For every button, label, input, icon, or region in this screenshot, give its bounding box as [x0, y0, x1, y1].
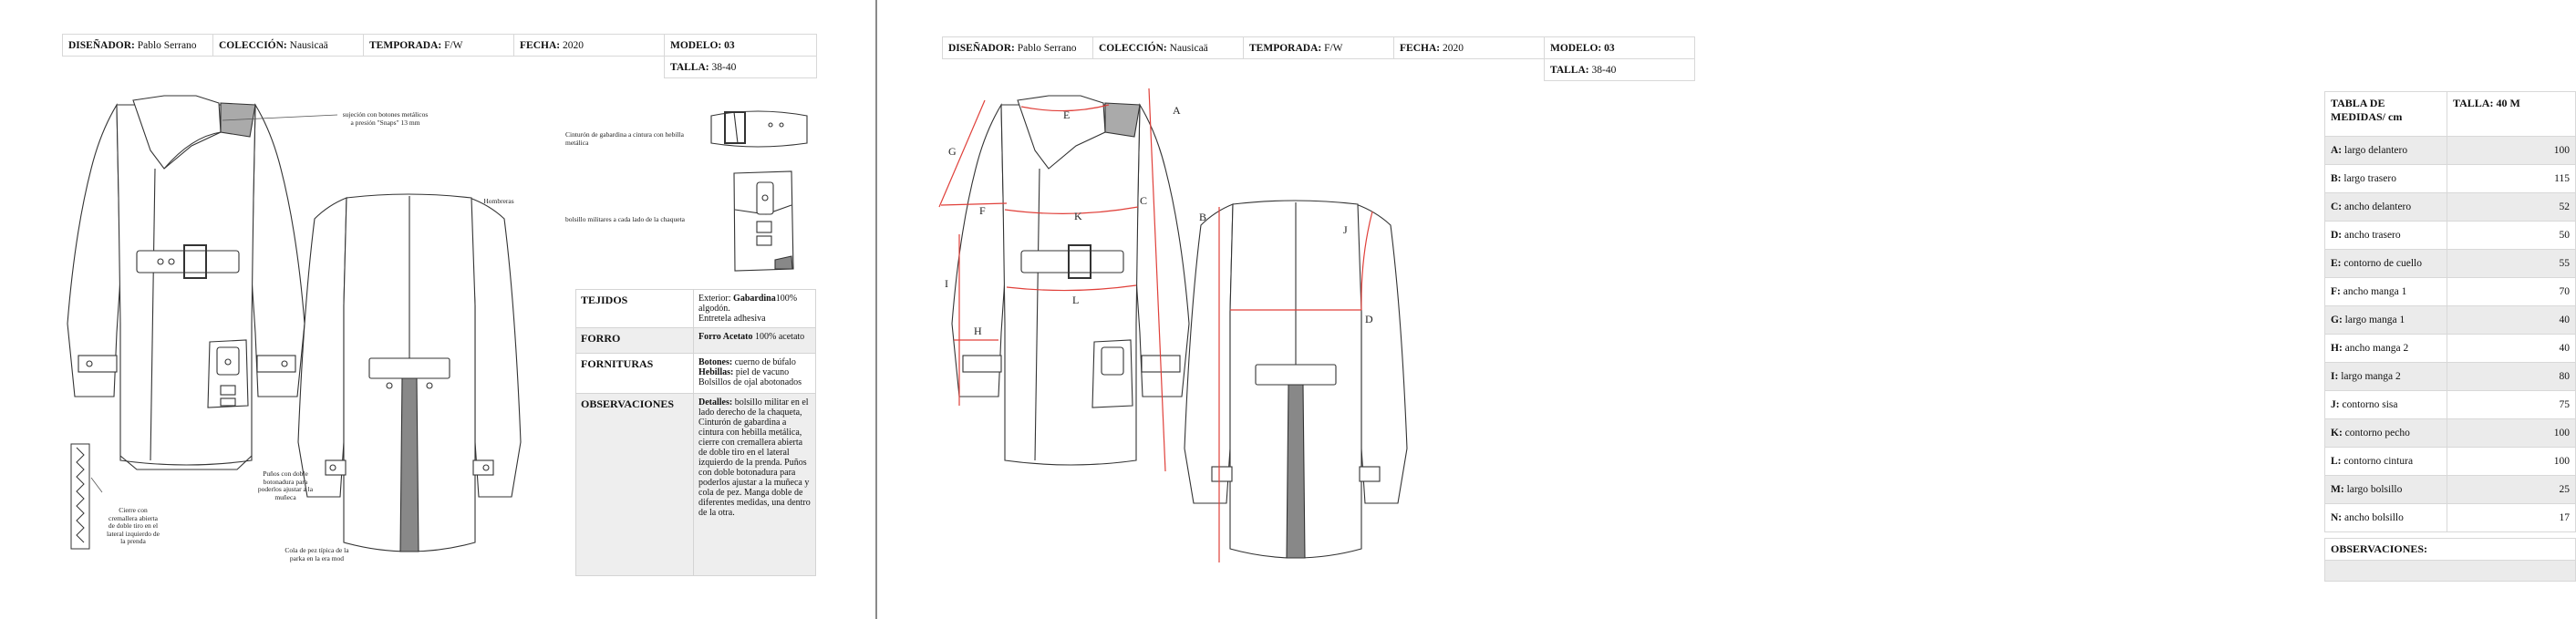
measurement-value: 50 — [2447, 222, 2576, 250]
measurement-row: M: largo bolsillo 25 — [2325, 476, 2576, 504]
measurement-row: L: contorno cintura 100 — [2325, 448, 2576, 476]
measurement-value: 100 — [2447, 137, 2576, 165]
measurement-value: 52 — [2447, 193, 2576, 222]
date-cell: FECHA: 2020 — [514, 35, 665, 57]
measurement-row: G: largo manga 1 40 — [2325, 306, 2576, 335]
measurements-table — [2324, 91, 2576, 532]
spec-sheet-page-right — [877, 0, 2570, 619]
measurement-value: 40 — [2447, 306, 2576, 335]
measurement-value: 100 — [2447, 419, 2576, 448]
measure-label-k: K — [1074, 210, 1082, 222]
measurement-value: 75 — [2447, 391, 2576, 419]
collection-cell: COLECCIÓN: Nausicaä — [213, 35, 364, 57]
measure-label-j: J — [1343, 223, 1348, 236]
measurements-title: TABLA DE MEDIDAS/ cm — [2325, 92, 2447, 137]
measurement-value: 40 — [2447, 335, 2576, 363]
measure-label-c: C — [1140, 194, 1148, 207]
measure-label-e: E — [1063, 108, 1071, 121]
cuffs-note: Puños con doble botonadura para poderlos ajustar a la muñeca — [257, 469, 314, 501]
designer-cell: DISEÑADOR: Pablo Serrano — [63, 35, 213, 57]
measurement-value: 25 — [2447, 476, 2576, 504]
size-cell: TALLA: 38-40 — [665, 57, 817, 78]
model-cell: MODELO: 03 — [665, 35, 817, 57]
season-cell: TEMPORADA: F/W — [364, 35, 514, 57]
size-cell-r: TALLA: 38-40 — [1545, 59, 1695, 81]
fornituras-details: Botones: cuerno de búfalo Hebillas: piel de vacuno Bolsillos de ojal abotonados — [694, 354, 816, 394]
zipper-note: Cierre con cremallera abierta de doble tiro en el lateral izquierdo de la prenda — [107, 506, 160, 545]
season-cell-r: TEMPORADA: F/W — [1244, 37, 1394, 59]
measure-label-i: I — [945, 277, 948, 290]
measurement-row: F: ancho manga 1 70 — [2325, 278, 2576, 306]
measurement-row: B: largo trasero 115 — [2325, 165, 2576, 193]
snaps-note: sujeción con botones metálicos a presión "Snaps" 13 mm — [342, 110, 429, 127]
observaciones-details: Detalles: bolsillo militar en el lado derecho de la chaqueta, Cinturón de gabardina a cintura con hebilla metálica, cierre con cremallera abierta de doble tiro en el lateral izquierdo de la prenda. Puños con doble botonadura para poderlos ajustar a la muñeca y cola de pez. Manga doble de diferentes medidas, una dentro de la otra. — [694, 394, 816, 576]
collection-cell-r: COLECCIÓN: Nausicaä — [1093, 37, 1244, 59]
shoulder-note: Hombreras — [483, 197, 514, 205]
measure-label-a: A — [1173, 104, 1181, 117]
belt-note: Cinturón de gabardina a cintura con hebilla metálica — [565, 130, 684, 147]
measure-label-f: F — [979, 204, 986, 217]
measurement-value: 55 — [2447, 250, 2576, 278]
forro-details: Forro Acetato 100% acetato — [694, 328, 816, 354]
measurement-row: H: ancho manga 2 40 — [2325, 335, 2576, 363]
measurement-value: 80 — [2447, 363, 2576, 391]
measure-label-g: G — [948, 145, 957, 158]
date-cell-r: FECHA: 2020 — [1394, 37, 1545, 59]
designer-cell-r: DISEÑADOR: Pablo Serrano — [943, 37, 1093, 59]
header-table-right — [942, 36, 1695, 81]
measurement-row: N: ancho bolsillo 17 — [2325, 504, 2576, 532]
measurement-row: I: largo manga 2 80 — [2325, 363, 2576, 391]
measurement-row: E: contorno de cuello 55 — [2325, 250, 2576, 278]
measurement-value: 115 — [2447, 165, 2576, 193]
measurement-row: D: ancho trasero 50 — [2325, 222, 2576, 250]
measurement-row: A: largo delantero 100 — [2325, 137, 2576, 165]
measurements-size-header: TALLA: 40 M — [2447, 92, 2576, 137]
tejidos-details: Exterior: Gabardina100% algodón. Entretela adhesiva — [694, 290, 816, 328]
measurement-row: C: ancho delantero 52 — [2325, 193, 2576, 222]
measure-label-h: H — [974, 325, 982, 337]
spec-sheet-page-left — [0, 0, 875, 619]
tail-note: Cola de pez típica de la parka en la era mod — [284, 546, 349, 562]
measure-label-b: B — [1199, 211, 1207, 223]
measure-label-l: L — [1072, 294, 1080, 306]
measurement-value: 100 — [2447, 448, 2576, 476]
measurement-value: 17 — [2447, 504, 2576, 532]
fabrics-table: TEJIDOS Exterior: Gabardina100% algodón. Entretela adhesiva FORRO Forro Acetato 100% acetato FORNITURAS Botones: cuerno de búfalo Hebillas: piel de vacuno Bolsillos de ojal abotonados OBSERVACIONES Detalles: bolsillo militar en el lado derecho de la chaqueta, Cinturón de gabardina a cintura con hebilla metálica, cierre con cremallera abierta de doble tiro en el lateral izquierdo de la prenda. Puños con doble botonadura para poderlos ajustar a la muñeca y cola de pez. Manga doble de diferentes medidas, una dentro de la otra. — [575, 289, 816, 576]
measure-label-d: D — [1365, 313, 1373, 325]
measurement-row: J: contorno sisa 75 — [2325, 391, 2576, 419]
pocket-note: bolsillo militares a cada lado de la chaqueta — [565, 215, 685, 223]
back-coat-measured-sketch — [1183, 202, 1411, 567]
model-cell-r: MODELO: 03 — [1545, 37, 1695, 59]
measurement-value: 70 — [2447, 278, 2576, 306]
measurement-row: K: contorno pecho 100 — [2325, 419, 2576, 448]
front-coat-measured-sketch — [945, 96, 1195, 479]
observaciones-right-table: OBSERVACIONES: — [2324, 538, 2576, 582]
